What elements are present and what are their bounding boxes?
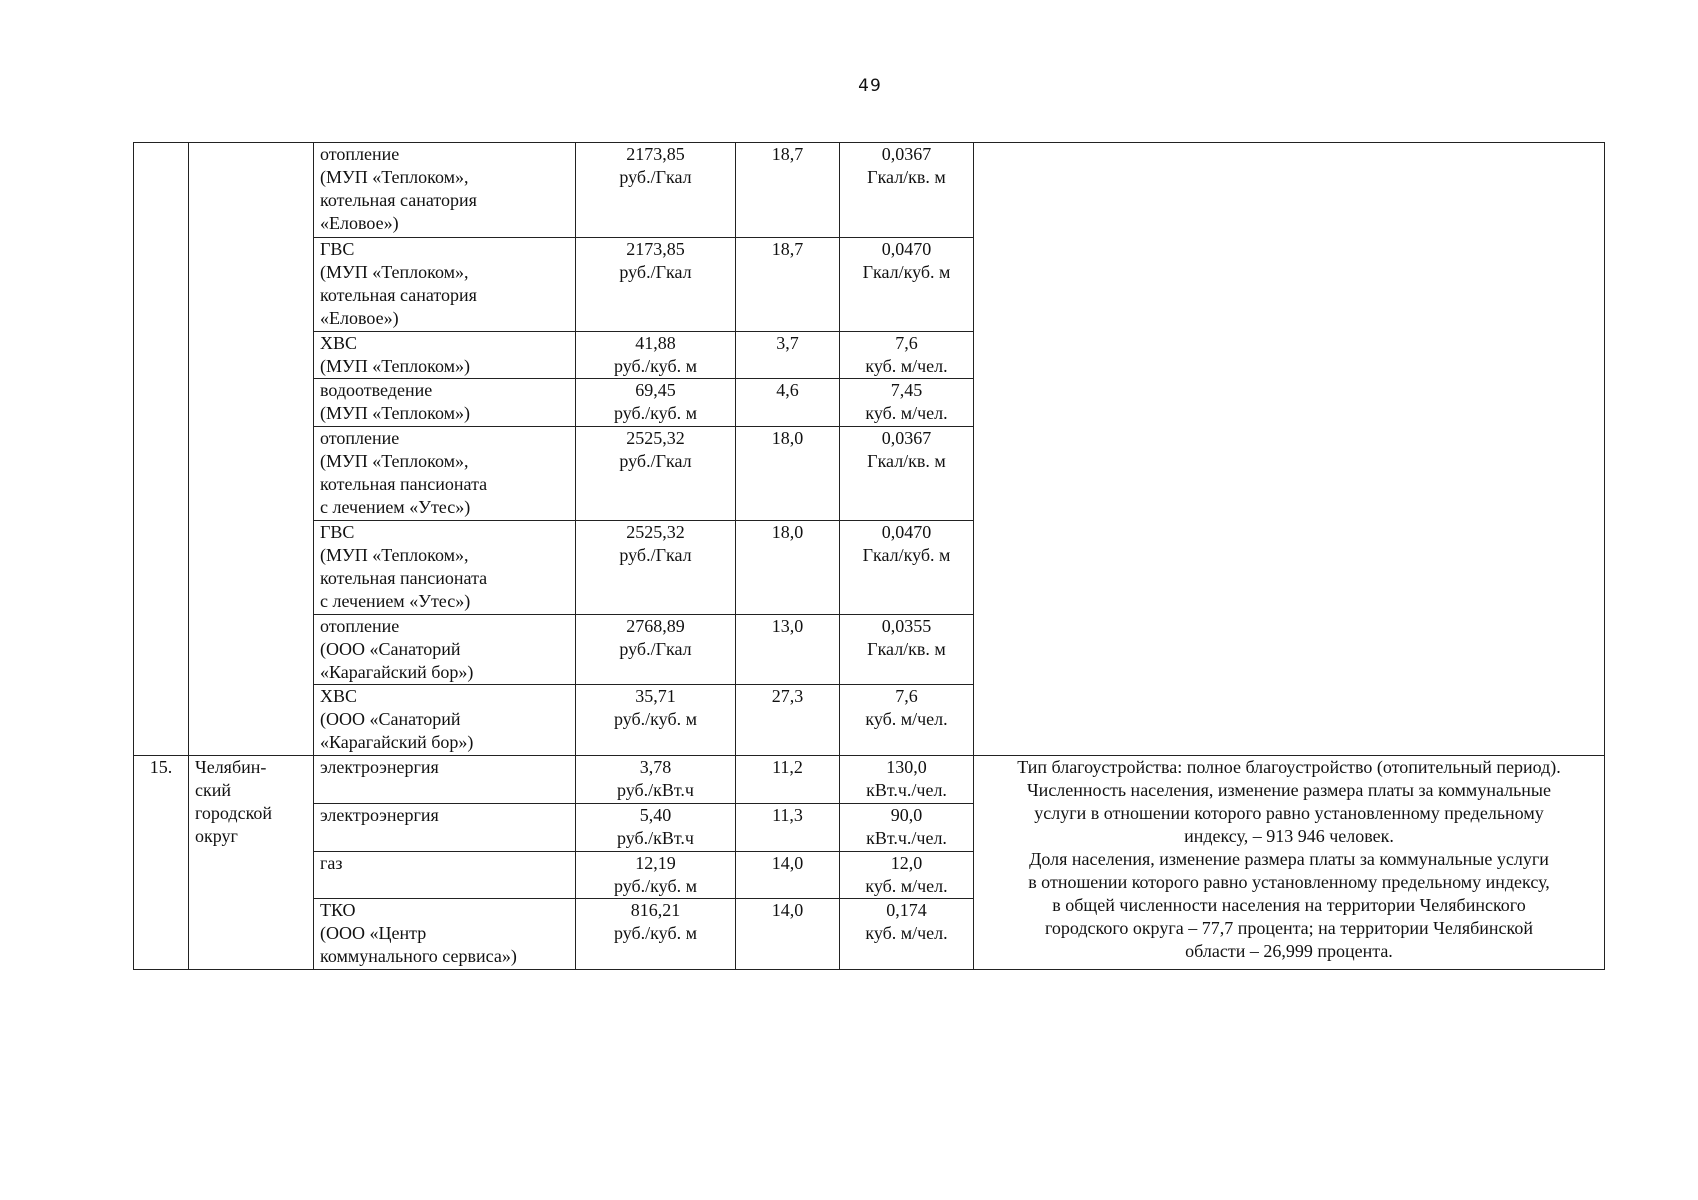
service-cell [314, 332, 576, 379]
service-detail: «Еловое») [320, 308, 399, 328]
growth-cell: 18,0 [736, 521, 840, 615]
tariff-value: 3,78 [639, 757, 672, 777]
growth-cell: 18,7 [736, 238, 840, 332]
row-number-cell [134, 143, 189, 756]
norm-cell [840, 521, 974, 615]
tariff-unit: руб./Гкал [619, 167, 692, 187]
service-cell [314, 852, 576, 899]
tariff-unit: руб./Гкал [619, 545, 692, 565]
norm-unit: кВт.ч./чел. [866, 780, 947, 800]
service-cell [314, 238, 576, 332]
service-detail: «Карагайский бор») [320, 662, 474, 682]
norm-value: 130,0 [886, 757, 927, 777]
growth-cell: 27,3 [736, 685, 840, 756]
growth-cell: 18,0 [736, 427, 840, 521]
growth-cell: 13,0 [736, 615, 840, 685]
tariff-unit: руб./Гкал [619, 262, 692, 282]
norm-unit: куб. м/чел. [865, 403, 948, 423]
service-detail: коммунального сервиса») [320, 946, 517, 966]
municipality-line: городской [195, 803, 273, 823]
growth-cell: 14,0 [736, 899, 840, 970]
note-line: Тип благоустройства: полное благоустройство (отопительный период). [1017, 757, 1561, 777]
tariff-unit: руб./кВт.ч [616, 828, 694, 848]
growth-cell: 11,2 [736, 756, 840, 804]
note-line: услуги в отношении которого равно установленному предельному [1034, 803, 1544, 823]
tariff-cell [576, 427, 736, 521]
norm-unit: кВт.ч./чел. [866, 828, 947, 848]
service-cell [314, 521, 576, 615]
tariff-unit: руб./куб. м [614, 356, 697, 376]
service-detail: котельная пансионата [320, 474, 488, 494]
norm-unit: Гкал/куб. м [862, 545, 951, 565]
service-provider: (ООО «Санаторий [320, 639, 461, 659]
tariff-value: 69,45 [635, 380, 676, 400]
norm-cell [840, 379, 974, 427]
municipality-cell [189, 143, 314, 756]
service-detail: котельная пансионата [320, 568, 488, 588]
norm-cell [840, 615, 974, 685]
norm-unit: куб. м/чел. [865, 709, 948, 729]
growth-cell: 4,6 [736, 379, 840, 427]
service-cell [314, 756, 576, 804]
tariff-value: 2768,89 [626, 616, 685, 636]
norm-value: 0,174 [886, 900, 927, 920]
tariff-unit: руб./Гкал [619, 639, 692, 659]
norm-unit: куб. м/чел. [865, 356, 948, 376]
tariff-cell [576, 332, 736, 379]
service-cell [314, 615, 576, 685]
service-name: водоотведение [320, 380, 433, 400]
tariff-unit: руб./куб. м [614, 709, 697, 729]
service-provider: (МУП «Теплоком») [320, 356, 471, 376]
growth-cell: 14,0 [736, 852, 840, 899]
tariff-value: 5,40 [639, 805, 672, 825]
table-row [134, 143, 1605, 238]
service-provider: (МУП «Теплоком») [320, 403, 471, 423]
norm-unit: куб. м/чел. [865, 876, 948, 896]
service-name: ГВС [320, 239, 355, 259]
service-provider: (МУП «Теплоком», [320, 262, 469, 282]
service-detail: «Еловое») [320, 213, 399, 233]
row-number-cell: 15. [134, 756, 189, 970]
municipality-line: Челябин- [195, 757, 267, 777]
tariff-unit: руб./куб. м [614, 923, 697, 943]
service-name: ХВС [320, 333, 358, 353]
tariff-cell [576, 143, 736, 238]
service-provider: (МУП «Теплоком», [320, 167, 469, 187]
service-name: ХВС [320, 686, 358, 706]
note-line: индексу, – 913 946 человек. [1184, 826, 1394, 846]
tariff-value: 2525,32 [626, 428, 685, 448]
tariff-value: 41,88 [635, 333, 676, 353]
norm-cell [840, 143, 974, 238]
growth-cell: 11,3 [736, 804, 840, 852]
service-name: отопление [320, 616, 400, 636]
table-row [134, 756, 1605, 804]
tariff-value: 816,21 [630, 900, 681, 920]
service-detail: котельная санатория [320, 285, 477, 305]
norm-cell [840, 804, 974, 852]
service-cell [314, 685, 576, 756]
tariff-cell [576, 852, 736, 899]
note-line: Доля населения, изменение размера платы за коммунальные услуги [1029, 849, 1549, 869]
service-detail: с лечением «Утес») [320, 497, 471, 517]
tariff-value: 2173,85 [626, 239, 685, 259]
note-line: Численность населения, изменение размера платы за коммунальные [1026, 780, 1552, 800]
tariff-cell [576, 685, 736, 756]
norm-cell [840, 427, 974, 521]
tariff-cell [576, 756, 736, 804]
tariff-unit: руб./Гкал [619, 451, 692, 471]
service-name: отопление [320, 428, 400, 448]
municipality-cell [189, 756, 314, 970]
tariff-cell [576, 899, 736, 970]
growth-cell: 3,7 [736, 332, 840, 379]
tariff-cell [576, 804, 736, 852]
tariff-unit: руб./кВт.ч [616, 780, 694, 800]
tariff-cell [576, 521, 736, 615]
tariff-value: 2173,85 [626, 144, 685, 164]
note-line: в отношении которого равно установленному предельному индексу, [1028, 872, 1550, 892]
norm-cell [840, 332, 974, 379]
norm-unit: Гкал/кв. м [867, 451, 946, 471]
municipality-line: округ [195, 826, 238, 846]
norm-value: 0,0470 [881, 522, 932, 542]
service-cell [314, 143, 576, 238]
service-name: электроэнергия [320, 757, 439, 777]
tariff-unit: руб./куб. м [614, 876, 697, 896]
service-detail: с лечением «Утес») [320, 591, 471, 611]
norm-cell [840, 756, 974, 804]
service-detail: «Карагайский бор») [320, 732, 474, 752]
service-provider: (МУП «Теплоком», [320, 545, 469, 565]
norm-value: 90,0 [890, 805, 923, 825]
service-name: электроэнергия [320, 805, 439, 825]
service-cell [314, 899, 576, 970]
tariff-value: 35,71 [635, 686, 676, 706]
norm-value: 7,45 [890, 380, 923, 400]
page-number: 49 [858, 76, 882, 96]
norm-unit: Гкал/кв. м [867, 167, 946, 187]
service-provider: (ООО «Санаторий [320, 709, 461, 729]
tariff-cell [576, 615, 736, 685]
note-cell-empty [974, 143, 1605, 756]
norm-value: 0,0367 [881, 144, 932, 164]
norm-value: 0,0367 [881, 428, 932, 448]
service-cell [314, 427, 576, 521]
municipality-line: ский [195, 780, 231, 800]
tariff-table [133, 142, 1605, 970]
service-cell [314, 379, 576, 427]
norm-cell [840, 238, 974, 332]
norm-cell [840, 685, 974, 756]
growth-cell: 18,7 [736, 143, 840, 238]
tariff-cell [576, 238, 736, 332]
note-line: области – 26,999 процента. [1185, 941, 1393, 961]
service-name: ТКО [320, 900, 356, 920]
tariff-cell [576, 379, 736, 427]
norm-cell [840, 899, 974, 970]
tariff-value: 12,19 [635, 853, 676, 873]
note-line: городского округа – 77,7 процента; на территории Челябинской [1044, 918, 1533, 938]
norm-value: 12,0 [890, 853, 923, 873]
norm-unit: Гкал/кв. м [867, 639, 946, 659]
norm-unit: куб. м/чел. [865, 923, 948, 943]
norm-value: 0,0470 [881, 239, 932, 259]
norm-unit: Гкал/куб. м [862, 262, 951, 282]
service-name: газ [320, 853, 343, 873]
norm-value: 7,6 [895, 333, 918, 353]
tariff-unit: руб./куб. м [614, 403, 697, 423]
norm-value: 7,6 [895, 686, 918, 706]
service-cell [314, 804, 576, 852]
service-name: ГВС [320, 522, 355, 542]
norm-value: 0,0355 [881, 616, 932, 636]
service-provider: (ООО «Центр [320, 923, 427, 943]
tariff-value: 2525,32 [626, 522, 685, 542]
service-provider: (МУП «Теплоком», [320, 451, 469, 471]
service-detail: котельная санатория [320, 190, 477, 210]
note-cell [974, 756, 1605, 970]
note-line: в общей численности населения на территории Челябинского [1052, 895, 1526, 915]
service-name: отопление [320, 144, 400, 164]
norm-cell [840, 852, 974, 899]
